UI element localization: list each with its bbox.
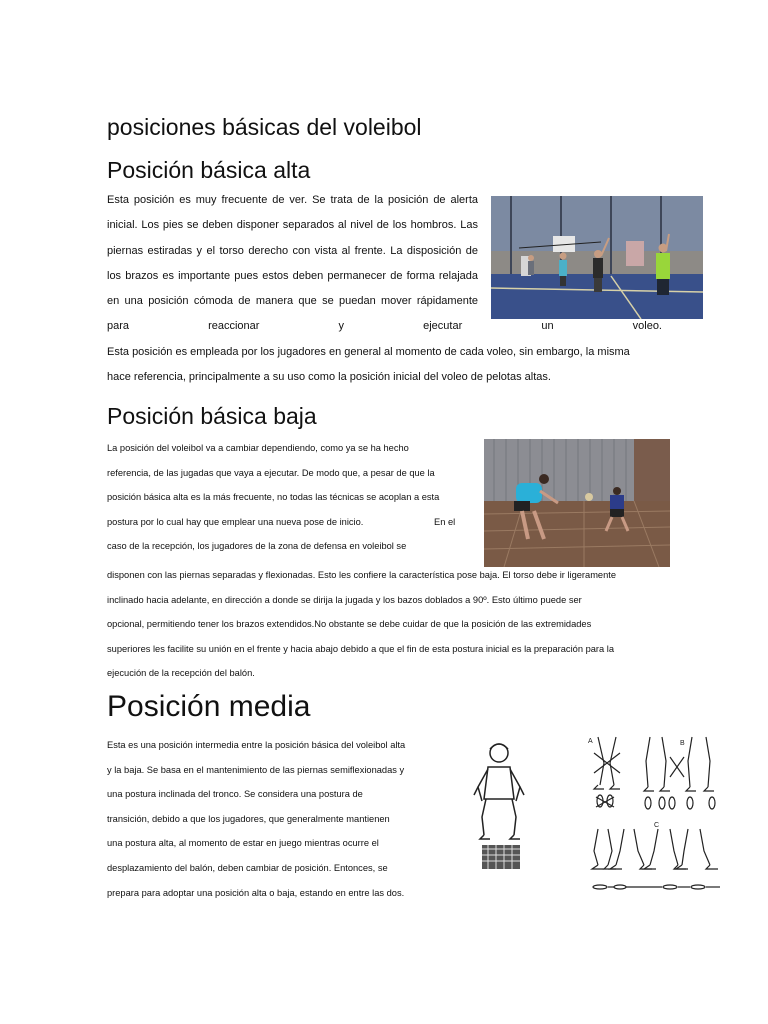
text-line: referencia, de las jugadas que vaya a ejecutar. De modo que, a pesar de que la bbox=[107, 467, 435, 478]
text-line bbox=[107, 510, 479, 535]
text-line: disponen con las piernas separadas y flexionadas. Esto les confiere la característica pose baja. El torso debe ir ligeramente bbox=[107, 570, 617, 580]
illustration-medium-stance bbox=[444, 735, 562, 893]
text-line-part: En el bbox=[434, 516, 456, 527]
text-line: una postura inclinada del tronco. Se considera una postura de bbox=[107, 789, 363, 800]
text-line: en una posición cómoda de manera que se puedan mover rápidamente bbox=[107, 295, 478, 308]
text-line: La posición del voleibol va a cambiar dependiendo, como ya se ha hecho bbox=[107, 443, 409, 453]
text-line: posición básica alta es la más frecuente, no todas las técnicas se acoplan a esta bbox=[107, 492, 440, 503]
text-line: Esta es una posición intermedia entre la posición básica del voleibol alta bbox=[107, 740, 406, 750]
text-line: transición, debido a que los jugadores, que generalmente mantienen bbox=[107, 813, 390, 824]
paragraph-baja-full bbox=[107, 563, 667, 686]
section-heading-alta: Posición básica alta bbox=[107, 157, 311, 183]
text-line-justified: para reaccionar y ejecutar un voleo. bbox=[107, 320, 662, 332]
text-line: Esta posición es muy frecuente de ver. Se trata de la posición de alerta bbox=[107, 194, 478, 206]
section-heading-baja: Posición básica baja bbox=[107, 403, 317, 429]
diagram-label-b: B bbox=[680, 740, 685, 747]
document-title: posiciones básicas del voleibol bbox=[107, 114, 422, 140]
text-line: los brazos es importante pues estos deben permanecer de forma relajada bbox=[107, 269, 478, 282]
diagram-label-a: A bbox=[588, 738, 593, 745]
text-line: prepara para adoptar una posición alta o baja, estando en entre las dos. bbox=[107, 887, 405, 898]
paragraph-alta-full bbox=[107, 340, 667, 391]
text-line: caso de la recepción, los jugadores de la zona de defensa en voleibol se bbox=[107, 541, 407, 552]
text-line: una postura alta, al momento de estar en juego mientras ocurre el bbox=[107, 838, 379, 849]
photo-high-position-players bbox=[491, 196, 703, 319]
text-line: piernas estiradas y el torso derecho con vista al frente. La disposición de bbox=[107, 244, 478, 257]
text-line: desplazamiento del balón, deben cambiar de posición. Entonces, se bbox=[107, 862, 388, 873]
diagram-label-c: C bbox=[654, 822, 660, 829]
text-line: hace referencia, principalmente a su uso como la posición inicial del voleo de pelotas altas. bbox=[107, 371, 551, 384]
photo-low-position-players bbox=[484, 439, 670, 567]
paragraph-media bbox=[107, 733, 437, 905]
illustration-foot-positions-diagram bbox=[580, 733, 730, 895]
text-line: ejecución de la recepción del balón. bbox=[107, 668, 255, 679]
text-line-part: postura por lo cual hay que emplear una nueva pose de inicio. bbox=[107, 516, 364, 527]
text-line: inicial. Los pies se deben disponer separados al nivel de los hombros. Las bbox=[107, 219, 478, 232]
text-line: opcional, permitiendo tener los brazos extendidos.No obstante se debe cuidar de que la posición de las extremidades bbox=[107, 619, 592, 630]
paragraph-alta-wrapped bbox=[107, 188, 478, 314]
text-line: superiores les facilite su unión en el frente y hacia abajo debido a que el fin de esta postura inicial es la preparación para la bbox=[107, 643, 614, 654]
paragraph-baja-wrapped bbox=[107, 436, 479, 559]
text-line: inclinado hacia adelante, en dirección a donde se dirija la jugada y los bazos doblados a 90º. Esto último puede ser bbox=[107, 594, 582, 605]
text-line: Esta posición es empleada por los jugadores en general al momento de cada voleo, sin embargo, la misma bbox=[107, 346, 630, 358]
section-heading-media: Posición media bbox=[107, 690, 311, 723]
text-line: y la baja. Se basa en el mantenimiento de las piernas semiflexionadas y bbox=[107, 764, 405, 775]
